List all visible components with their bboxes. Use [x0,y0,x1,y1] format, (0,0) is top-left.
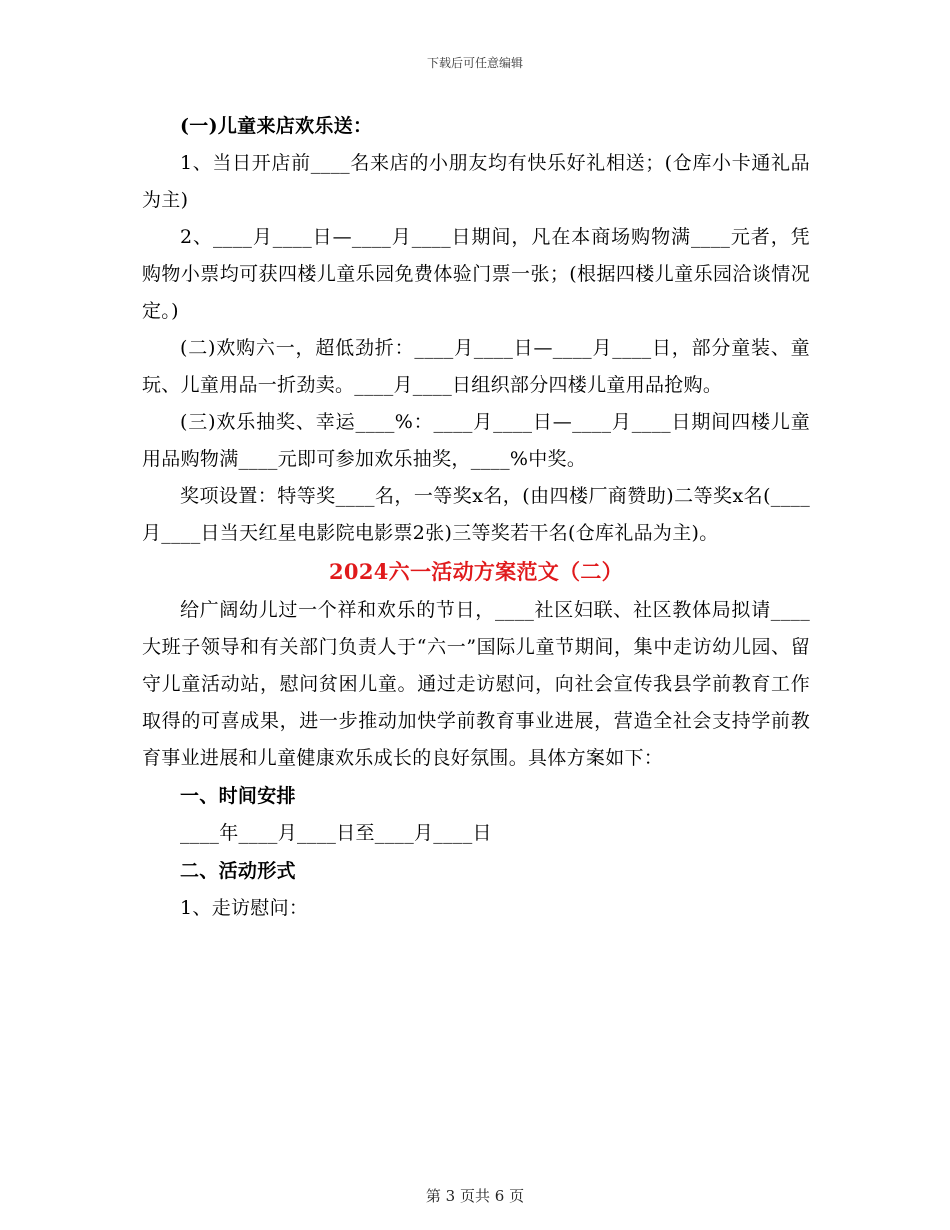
paragraph-discount: (二)欢购六一，超低劲折：____月____日—____月____日，部分童装、童玩、儿童用品一折劲卖。____月____日组织部分四楼儿童用品抢购。 [142,337,810,396]
heading-form: 二、活动形式 [180,860,296,882]
paragraph-prizes: 奖项设置：特等奖____名，一等奖x名，(由四楼厂商赞助)二等奖x名(____月____日当天红星电影院电影票2张)三等奖若干名(仓库礼品为主)。 [142,485,810,544]
document-body [142,108,810,927]
paragraph-item-1: 1、当日开店前____名来店的小朋友均有快乐好礼相送；(仓库小卡通礼品为主) [142,152,810,211]
form-item-1: 1、走访慰问： [180,897,309,919]
paragraph-intro: 给广阔幼儿过一个祥和欢乐的节日，____社区妇联、社区教体局拟请____大班子领导和有关部门负责人于“六一”国际儿童节期间，集中走访幼儿园、留守儿童活动站，慰问贫困儿童。通过走访慰问，向社会宣传我县学前教育工作取得的可喜成果，进一步推动加快学前教育事业进展，营造全社会支持学前教育事业进展和儿童健康欢乐成长的良好氛围。具体方案如下： [142,599,810,769]
page-footer: 第 3 页共 6 页 [425,1187,525,1205]
paragraph-item-2: 2、____月____日—____月____日期间，凡在本商场购物满____元者，凭购物小票均可获四楼儿童乐园免费体验门票一张；(根据四楼儿童乐园洽谈情况定。) [142,226,810,322]
time-line: ____年____月____日至____月____日 [180,822,492,844]
page-header: 下载后可任意编辑 [426,56,523,70]
heading-time: 一、时间安排 [180,785,296,807]
heading-children-gift: (一)儿童来店欢乐送： [180,115,373,137]
paragraph-lottery: (三)欢乐抽奖、幸运____%：____月____日—____月____日期间四楼儿童用品购物满____元即可参加欢乐抽奖，____%中奖。 [142,411,810,470]
section-title: 2024六一活动方案范文（二） [329,559,623,584]
